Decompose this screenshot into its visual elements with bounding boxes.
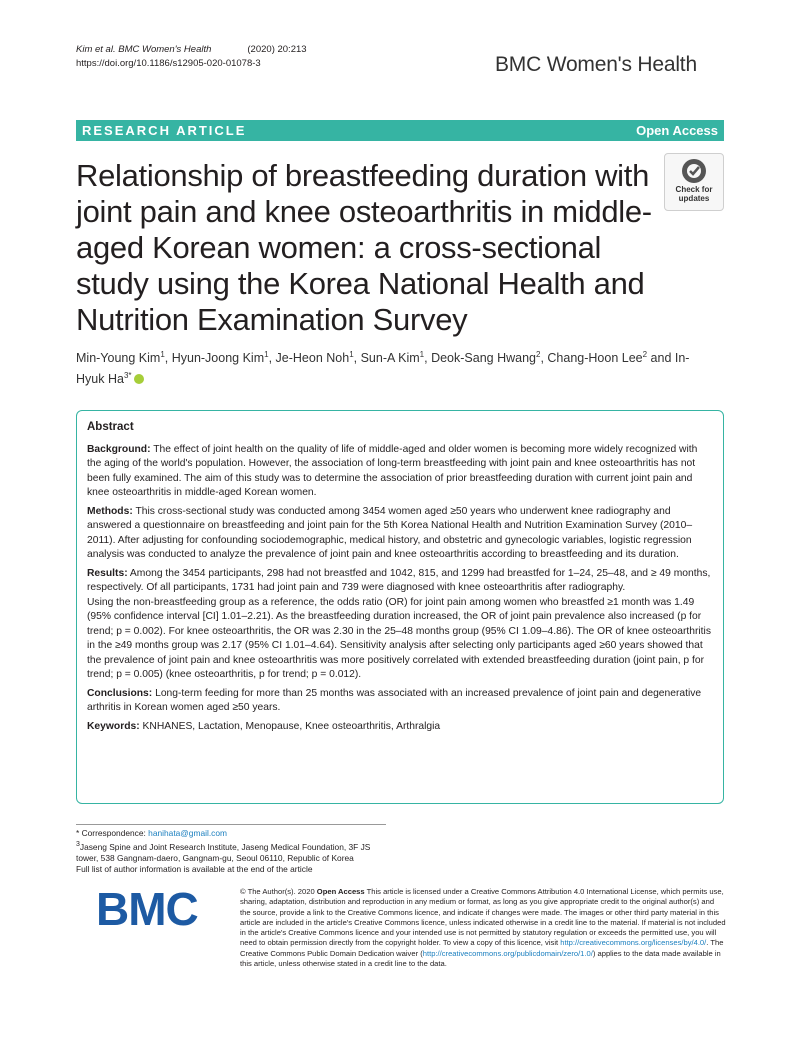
background-text: The effect of joint health on the quality of life of middle-aged and older women is becoming more widely recognized with the aging of the world's population. However, the association of long-term breastfeeding with joint pain and knee osteoarthritis has not been fully examined. The aim of this study was to determine the association of prior breastfeeding duration with current joint pain and knee osteoarthritis in middle-aged Korean women. xyxy=(87,443,698,498)
author-name: In-Hyuk Ha xyxy=(76,351,690,387)
correspondence-label: * Correspondence: xyxy=(76,828,149,838)
article-type-label: RESEARCH ARTICLE xyxy=(82,123,247,138)
results-label: Results: xyxy=(87,567,128,579)
keywords-label: Keywords: xyxy=(87,720,140,732)
journal-name: BMC Women's Health xyxy=(495,53,697,76)
check-for-updates-line1: Check for xyxy=(675,185,713,194)
bmc-logo xyxy=(96,887,226,931)
license-link-cc-zero[interactable]: http://creativecommons.org/publicdomain/zero/1.0/ xyxy=(422,948,593,958)
conclusions-label: Conclusions: xyxy=(87,687,153,699)
author-affiliation: 1 xyxy=(349,350,354,359)
license-text-1: This article is licensed under a Creative Commons Attribution 4.0 International License, which permits use, sharing, adaptation, distribution and reproduction in any medium or format, as long as you give appropriate credit to the original author(s) and the source, provide a link to the Creative Commons licence, and indicate if changes were made. The images or other third party material in this article are included in the article's Creative Commons licence, unless indicated otherwise in a credit line to the material. If material is not included in the article's Creative Commons licence and your intended use is not permitted by statutory regulation or exceeds the permitted use, you will need to obtain permission directly from the copyright holder. To view a copy of this licence, visit xyxy=(240,887,726,948)
author-name: Hyun-Joong Kim xyxy=(171,351,265,366)
author-affiliation: 3* xyxy=(123,371,132,381)
author-list: Min-Young Kim$^1$, Hyun-Joong Kim$^1$, Je-Heon Noh$^1$, Sun-A Kim$^1$, Deok-Sang Hwang$^2$, Chang-Hoon Lee$^2$ and In-Hyuk $Ha^{3*}$ xyxy=(76,350,690,387)
license-text-2: . The Creative Commons Public Domain Dedication waiver ( xyxy=(240,938,724,958)
orcid-icon[interactable] xyxy=(134,374,144,384)
license-open-access: Open Access xyxy=(316,887,365,896)
abstract-results xyxy=(87,567,714,596)
background-label: Background: xyxy=(87,443,151,455)
abstract-keywords xyxy=(87,720,714,735)
abstract-background xyxy=(87,443,714,501)
affiliation-number: 3 xyxy=(76,841,80,849)
check-for-updates-line2: updates xyxy=(678,194,710,203)
methods-label: Methods: xyxy=(87,505,133,517)
author-affiliation: 2 xyxy=(535,350,541,359)
citation-header xyxy=(76,43,343,71)
article-title: Relationship of breastfeeding duration with joint pain and knee osteoarthritis in middle-aged Korean women: a cross-sectional study using the Korea National Health and Nutrition Examination Survey xyxy=(76,158,652,337)
license-statement xyxy=(240,887,726,969)
abstract-results-2: Using the non-breastfeeding group as a reference, the odds ratio (OR) for joint pain among women who breastfed ≥1 month was 1.49 (95% confidence interval [CI] 1.01–2.21). As the breastfeeding duration increased, the OR of joint pain prevalence also increased (p for trend; p = 0.002). For knee osteoarthritis, the OR was 2.30 in the 25–48 months group (95% CI 1.09–4.86). The OR of knee osteoarthritis in the ≥49 months group was 2.17 (95% CI 1.01–4.64). Sensitivity analysis after selecting only participants aged ≥60 years showed that the prevalence of joint pain and knee osteoarthritis was more positively correlated with extended breastfeeding duration (joint pain, p for trend; p = 0.005) (knee osteoarthritis, p for trend; p = 0.012). xyxy=(87,596,711,680)
author-affiliation: 1 xyxy=(160,350,165,359)
citation-year: (2020) 20:213 xyxy=(247,44,307,55)
license-text-3: ) applies to the data made available in this article, unless otherwise stated in a credit line to the data. xyxy=(240,948,721,969)
abstract-heading: Abstract xyxy=(87,421,134,433)
abstract-box xyxy=(76,410,724,804)
conclusions-text: Long-term feeding for more than 25 months was associated with an increased prevalence of joint pain and degenerative arthritis in Korean women aged ≥50 years. xyxy=(87,687,702,713)
license-link-cc-by[interactable]: http://creativecommons.org/licenses/by/4.0/ xyxy=(560,938,707,948)
doi-link[interactable]: https://doi.org/10.1186/s12905-020-01078-3 xyxy=(76,58,261,69)
author-name: Min-Young Kim xyxy=(76,351,161,366)
author-affiliation: 1 xyxy=(419,350,425,359)
full-list-note: Full list of author information is available at the end of the article xyxy=(76,864,313,875)
author-name: Je-Heon Noh xyxy=(275,351,350,366)
affiliation-text: Jaseng Spine and Joint Research Institute, Jaseng Medical Foundation, 3F JS tower, 538 Gangnam-daero, Gangnam-gu, Seoul 06110, Republic of Korea xyxy=(76,842,371,864)
article-banner xyxy=(76,120,724,141)
check-for-updates-button[interactable] xyxy=(664,153,724,211)
author-affiliation: 2 xyxy=(642,350,648,359)
license-lead: © The Author(s). 2020 xyxy=(240,887,317,896)
footnotes xyxy=(76,824,386,876)
correspondence-email[interactable]: hanihata@gmail.com xyxy=(148,828,227,838)
results-text: Among the 3454 participants, 298 had not breastfed and 1042, 815, and 1299 had breastfed for 1–24, 25–48, and ≥ 49 months, respectively. Of all participants, 1731 had joint pain and 739 were diagnosed with knee osteoarthritis after radiography. xyxy=(87,567,711,593)
check-for-updates-icon xyxy=(680,157,708,185)
author-name: Chang-Hoon Lee xyxy=(547,351,643,366)
author-affiliation: 1 xyxy=(264,350,269,359)
keywords-text: KNHANES, Lactation, Menopause, Knee osteoarthritis, Arthralgia xyxy=(142,720,441,732)
author-name: Deok-Sang Hwang xyxy=(431,351,536,366)
open-access-label: Open Access xyxy=(636,123,718,138)
abstract-methods xyxy=(87,505,714,563)
methods-text: This cross-sectional study was conducted among 3454 women aged ≥50 years who underwent knee radiography and answered a questionnaire on breastfeeding and joint pain for the 5th Korea National Health and Nutrition Examination Survey (2010–2011). After adjusting for confounding sociodemographic, medical history, and obstetric and gynecologic variables, logistic regression analysis was conducted to analyze the prevalence of joint pain and knee osteoarthritis according to breastfeeding and its duration. xyxy=(87,505,693,560)
correspondence xyxy=(76,828,386,839)
abstract-conclusions xyxy=(87,687,714,716)
author-name: Sun-A Kim xyxy=(360,351,420,366)
citation-authors: Kim et al. BMC Women's Health xyxy=(76,44,212,55)
bmc-logo-text: BMC xyxy=(96,887,198,931)
affiliation xyxy=(76,839,386,864)
